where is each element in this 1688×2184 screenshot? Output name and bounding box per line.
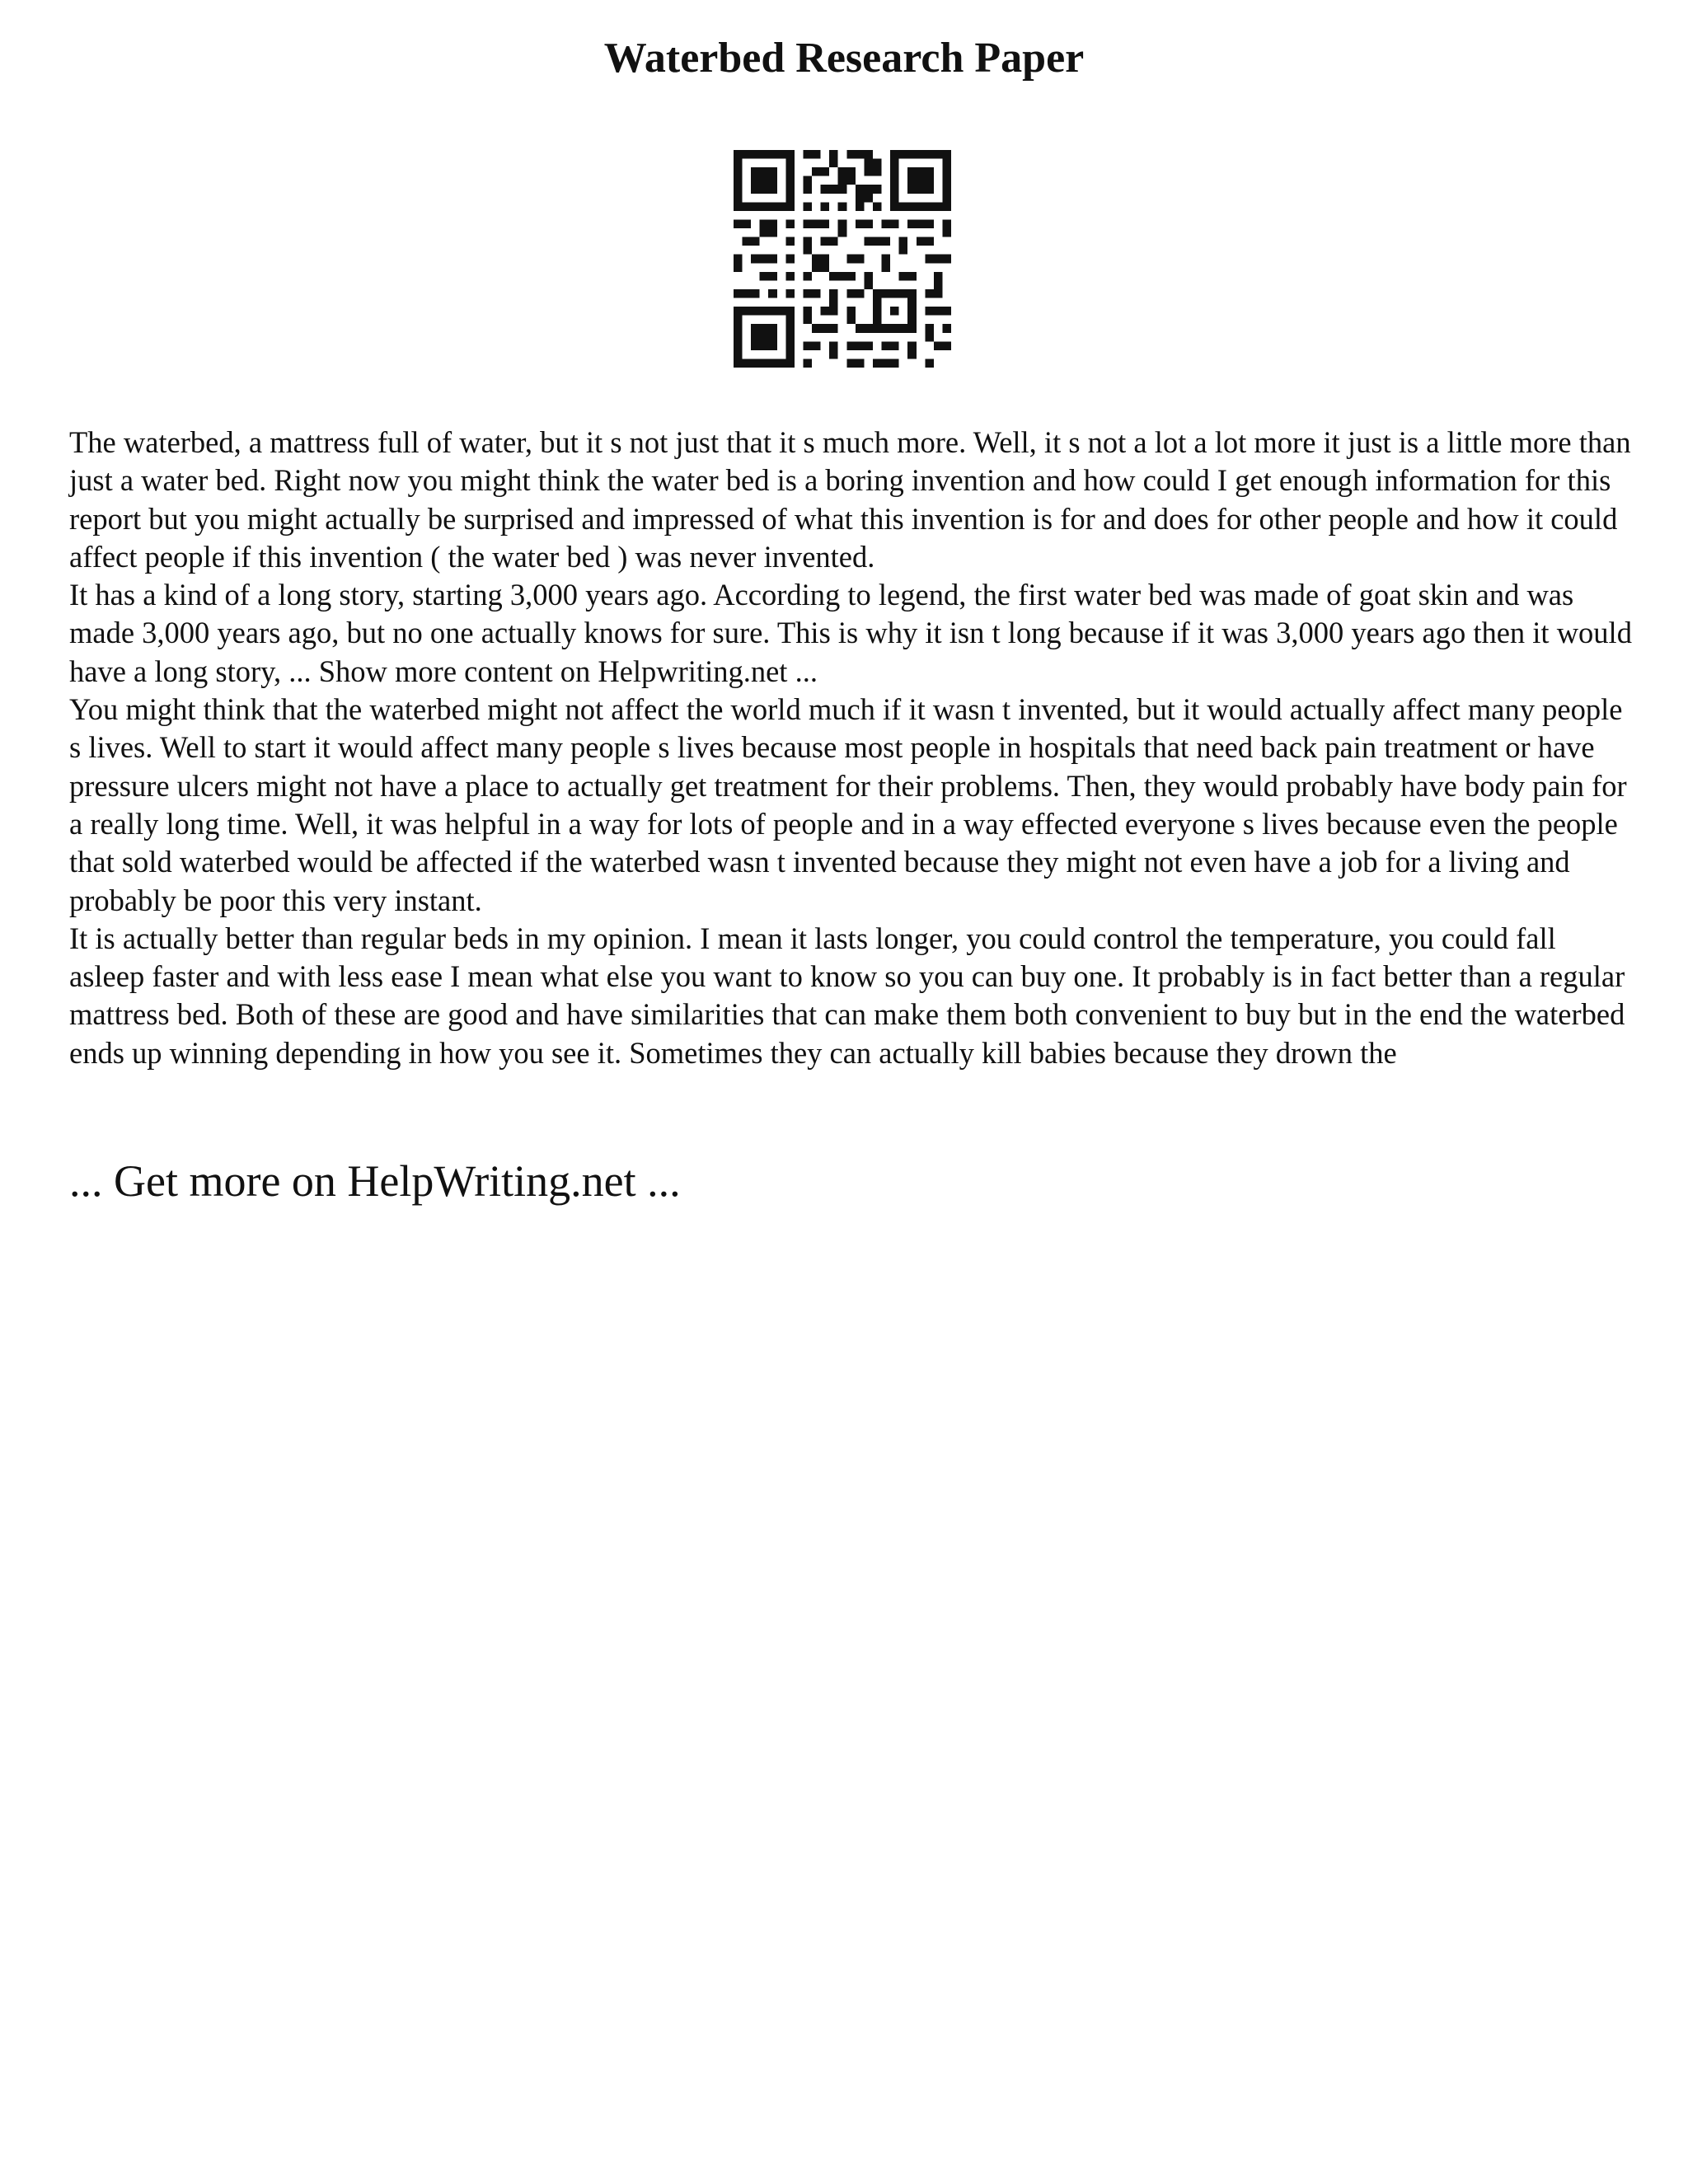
paragraph: It is actually better than regular beds in my opinion. I mean it lasts longer, you could control the temperature, you could fall asleep faster and with less ease I mean what else you want to know so you can buy one. It probably is in fact better than a regular mattress bed. Both of these are good and have similarities that can make them both convenient to buy but in the end the waterbed ends up winning depending in how you see it. Sometimes they can actually kill babies because they drown the: [69, 921, 1625, 1070]
paragraph: It has a kind of a long story, starting 3,000 years ago. According to legend, the first water bed was made of goat skin and was made 3,000 years ago, but no one actually knows for sure. This is why it isn t long because if it was 3,000 years ago then it would have a long story, ... Show more content on Helpwriting.net ...: [69, 578, 1632, 688]
get-more-link[interactable]: ... Get more on HelpWriting.net ...: [69, 1156, 681, 1206]
paragraph: You might think that the waterbed might not affect the world much if it wasn t invented, but it would actually affect many people s lives. Well to start it would affect many people s lives because most people in hospitals that need back pain treatment or have pressure ulcers might not have a place to actually get treatment for their problems. Then, they would probably have body pain for a really long time. Well, it was helpful in a way for lots of people and in a way effected everyone s lives because even the people that sold waterbed would be affected if the waterbed wasn t invented because they might not even have a job for a living and probably be poor this very instant.: [69, 692, 1627, 917]
paragraph: The waterbed, a mattress full of water, but it s not just that it s much more. Well, it s not a lot a lot more it just is a little more than just a water bed. Right now you might think the water bed is a boring invention and how could I get enough information for this report but you might actually be surprised and impressed of what this invention is for and does for other people and how it could affect people if this invention ( the water bed ) was never invented.: [69, 425, 1631, 574]
page-title: Waterbed Research Paper: [603, 35, 1085, 82]
qr-code-icon: [734, 150, 951, 368]
article-body: [69, 424, 1635, 1072]
